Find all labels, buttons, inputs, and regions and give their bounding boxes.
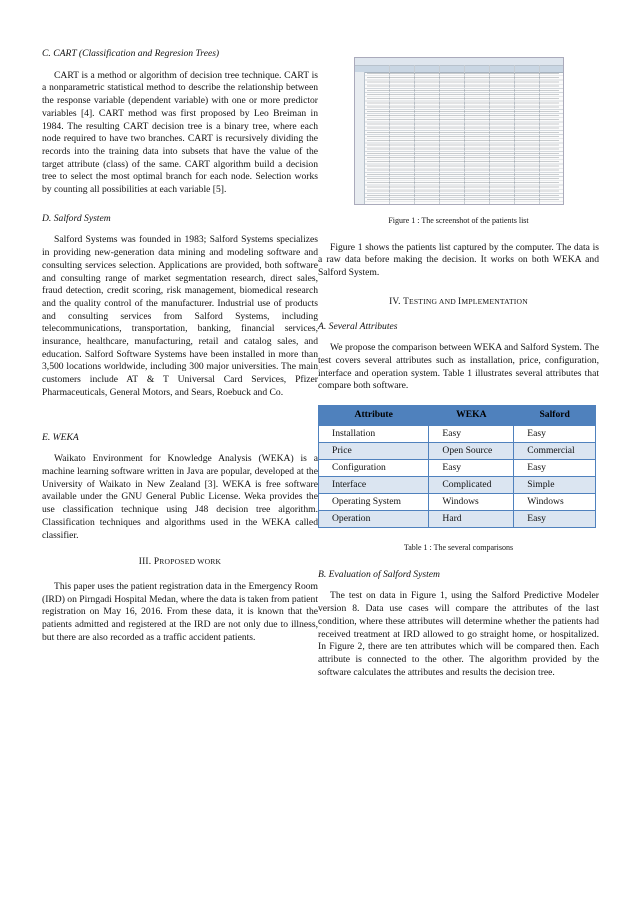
table-cell: Hard: [429, 511, 514, 528]
table-cell: Operation: [319, 511, 429, 528]
weka-paragraph: Waikato Environment for Knowledge Analysis (WEKA) is a machine learning software written in Java are popular, developed at the University of Waikato in New Zealand [3]. WEKA is free software available under the GNU General Public License. Weka provides the use classification technique using J48 decision tree algorithm. Classification techniques and algorithms used in the WEKA called classifier.: [42, 453, 318, 541]
table-row: [319, 426, 596, 443]
section-proposed-work-title: [42, 556, 318, 569]
table-cell: Easy: [429, 460, 514, 477]
section-testing-title: [318, 296, 599, 309]
table-cell: Easy: [514, 460, 596, 477]
section-testing-mid: ESTING AND: [409, 296, 459, 306]
table-cell: Windows: [429, 494, 514, 511]
spreadsheet-cell-text: [367, 73, 559, 202]
cart-paragraph: CART is a method or algorithm of decision tree technique. CART is a nonparametric statistical method to describe the relationship between the response variable (dependent variable) with one or more predictor variables [4]. CART method was first proposed by Leo Breiman in 1984. The resulting CART decision tree is a binary tree, where each node required to have two branches. CART is recursively dividing the records into the training data into subsets that have the value of the target attribute (class) of the same. CART algorithm build a decision tree to select the most optimal branch for each node. Selection works by counting all possibilities at each variable [5].: [42, 69, 318, 196]
spreadsheet-row-numbers: [355, 72, 365, 204]
table-row: [319, 460, 596, 477]
section-proposed-work-rest: ROPOSED WORK: [159, 557, 222, 567]
patients-list-screenshot: [354, 57, 564, 205]
section-testing-num: IV. T: [389, 296, 410, 307]
table-cell: Interface: [319, 477, 429, 494]
table-cell: Easy: [514, 426, 596, 443]
table-cell: Easy: [429, 426, 514, 443]
left-column: [42, 48, 318, 644]
figure-1-caption: Figure 1 : The screenshot of the patients list: [388, 216, 529, 225]
attributes-heading: A. Several Attributes: [318, 320, 398, 332]
proposed-work-paragraph: This paper uses the patient registration data in the Emergency Room (IRD) on Pirngadi Hospital Medan, where the data is taken from patient registration on May 16, 2016. From these data, it is known that the patients admitted and registered at the IRD are not only due to illness, but there are also recorded as a traffic accident patients.: [42, 580, 319, 643]
table-1-caption: Table 1 : The several comparisons: [403, 543, 514, 553]
section-testing-rest: MPLEMENTATION: [461, 296, 528, 306]
cart-heading: C. CART (Classification and Regresion Trees): [42, 48, 220, 59]
table-cell: Complicated: [429, 477, 514, 494]
table-header-attribute: Attribute: [319, 406, 429, 426]
section-proposed-work-num: III. P: [138, 557, 160, 568]
attributes-paragraph: We propose the comparison between WEKA and Salford System. The test covers several attributes such as installation, price, configuration, interface and operation system. Table 1 illustrates several attributes that compare both software.: [318, 342, 599, 392]
right-column: [318, 57, 599, 679]
evaluation-heading: B. Evaluation of Salford System: [318, 568, 440, 580]
evaluation-paragraph: The test on data in Figure 1, using the Salford Predictive Modeler version 8. Data use cases will compare the attributes of the last condition, where these attributes will determine whether the patients had received treatment at IRD allowed to go straight home, or hospitalized. In Figure 2, there are ten attributes which will be compared then. Each attribute is connected to the other. The algorithm provided by the software calculates the attributes and results the decision tree.: [318, 590, 599, 678]
table-cell: Simple: [514, 477, 596, 494]
table-cell: Commercial: [514, 443, 596, 460]
salford-paragraph: Salford Systems was founded in 1983; Salford Systems specializes in providing new-generation data mining and modeling software and consulting services selection. Applications are provided, both software and consulting range of market segmentation research, direct sales, fraud detection, credit scoring, risk management, biomedical research and the quality control of the manufacturer. Industrial use of products and consulting services from Salford Systems, including telecommunications, transportation, banking, financial services, insurance, healthcare, manufacturing, retail and catalog sales, and education. Salford Software Systems have been installed in more than 3,500 locations worldwide, including 300 major universities. The main customers include AT & T Universal Card Services, Pfizer Pharmaceuticals, General Motors, and Sears, Roebuck and Co.: [42, 234, 318, 398]
figure-1-paragraph: Figure 1 shows the patients list captured by the computer. The data is a raw data before making the decision. It works on both WEKA and Salford System.: [318, 241, 599, 279]
table-header-weka: WEKA: [429, 406, 514, 426]
table-header-salford: Salford: [514, 406, 596, 426]
table-cell: Price: [319, 443, 429, 460]
salford-heading: D. Salford System: [42, 212, 111, 224]
table-cell: Windows: [514, 494, 596, 511]
table-row: [319, 477, 596, 494]
table-cell: Open Source: [429, 443, 514, 460]
table-header-row: [319, 406, 596, 426]
table-row: [319, 443, 596, 460]
comparison-table: [318, 405, 596, 528]
section-testing-i: I: [458, 296, 462, 307]
table-cell: Installation: [319, 426, 429, 443]
table-cell: Operating System: [319, 494, 429, 511]
table-row: [319, 511, 596, 528]
table-cell: Easy: [514, 511, 596, 528]
table-row: [319, 494, 596, 511]
table-cell: Configuration: [319, 460, 429, 477]
weka-heading: E. WEKA: [42, 431, 79, 443]
